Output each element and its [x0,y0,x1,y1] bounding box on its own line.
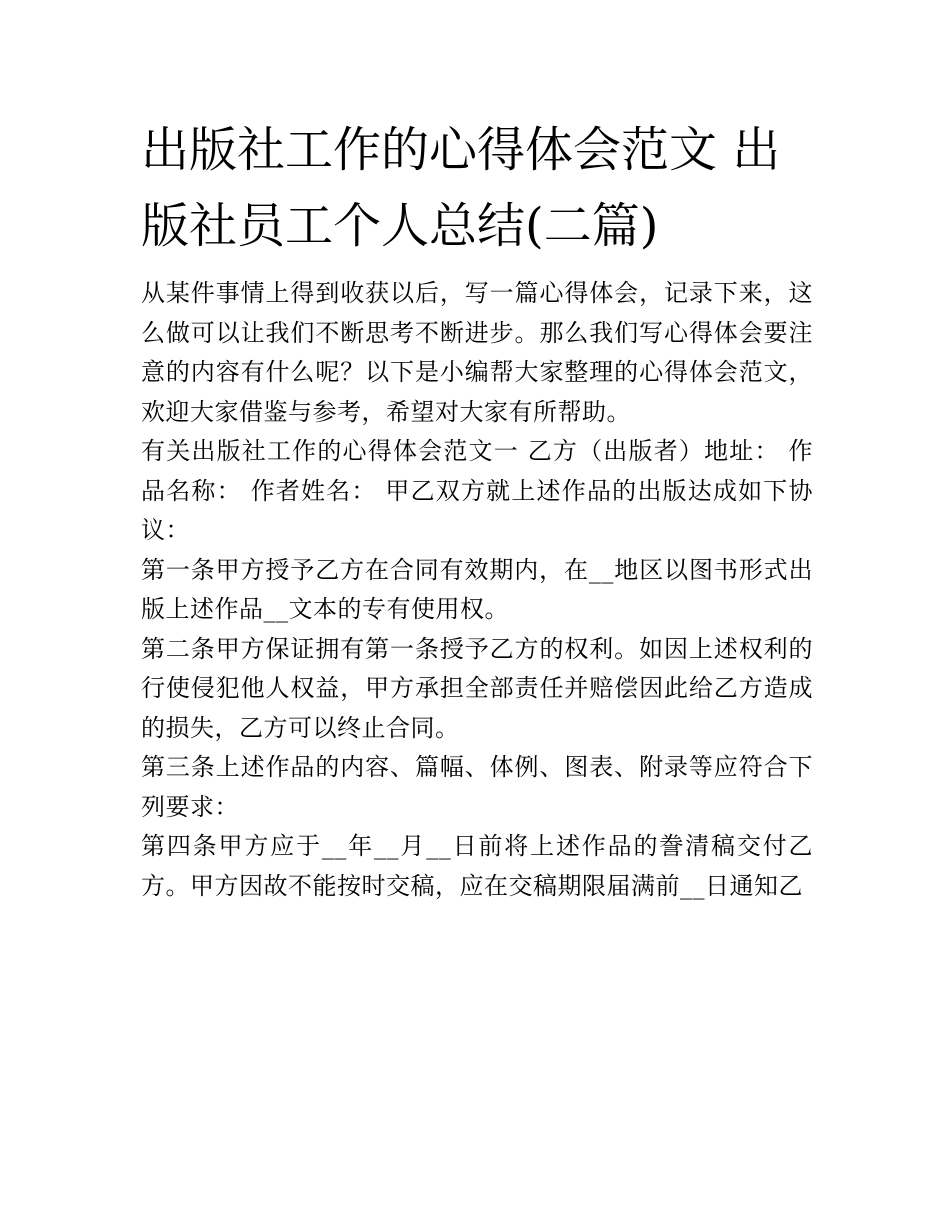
article-2-paragraph: 第二条甲方保证拥有第一条授予乙方的权利。如因上述权利的行使侵犯他人权益，甲方承担全部责任并赔偿因此给乙方造成的损失，乙方可以终止合同。 [141,634,813,742]
article-1-paragraph: 第一条甲方授予乙方在合同有效期内，在__地区以图书形式出版上述作品__文本的专有使用权。 [141,555,813,623]
document-title: 出版社工作的心得体会范文 出版社员工个人总结(二篇) [141,122,781,254]
section-heading-paragraph: 有关出版社工作的心得体会范文一 乙方（出版者）地址： 作品名称： 作者姓名： 甲乙双方就上述作品的出版达成如下协议： [141,437,813,544]
intro-paragraph: 从某件事情上得到收获以后，写一篇心得体会，记录下来，这么做可以让我们不断思考不断进步。那么我们写心得体会要注意的内容有什么呢？以下是小编帮大家整理的心得体会范文，欢迎大家借鉴与参考，希望对大家有所帮助。 [141,279,813,426]
article-3-paragraph: 第三条上述作品的内容、篇幅、体例、图表、附录等应符合下列要求： [141,753,813,821]
document-body [141,112,813,906]
article-4-paragraph: 第四条甲方应于__年__月__日前将上述作品的誊清稿交付乙方。甲方因故不能按时交稿，应在交稿期限届满前__日通知乙 [141,832,813,900]
